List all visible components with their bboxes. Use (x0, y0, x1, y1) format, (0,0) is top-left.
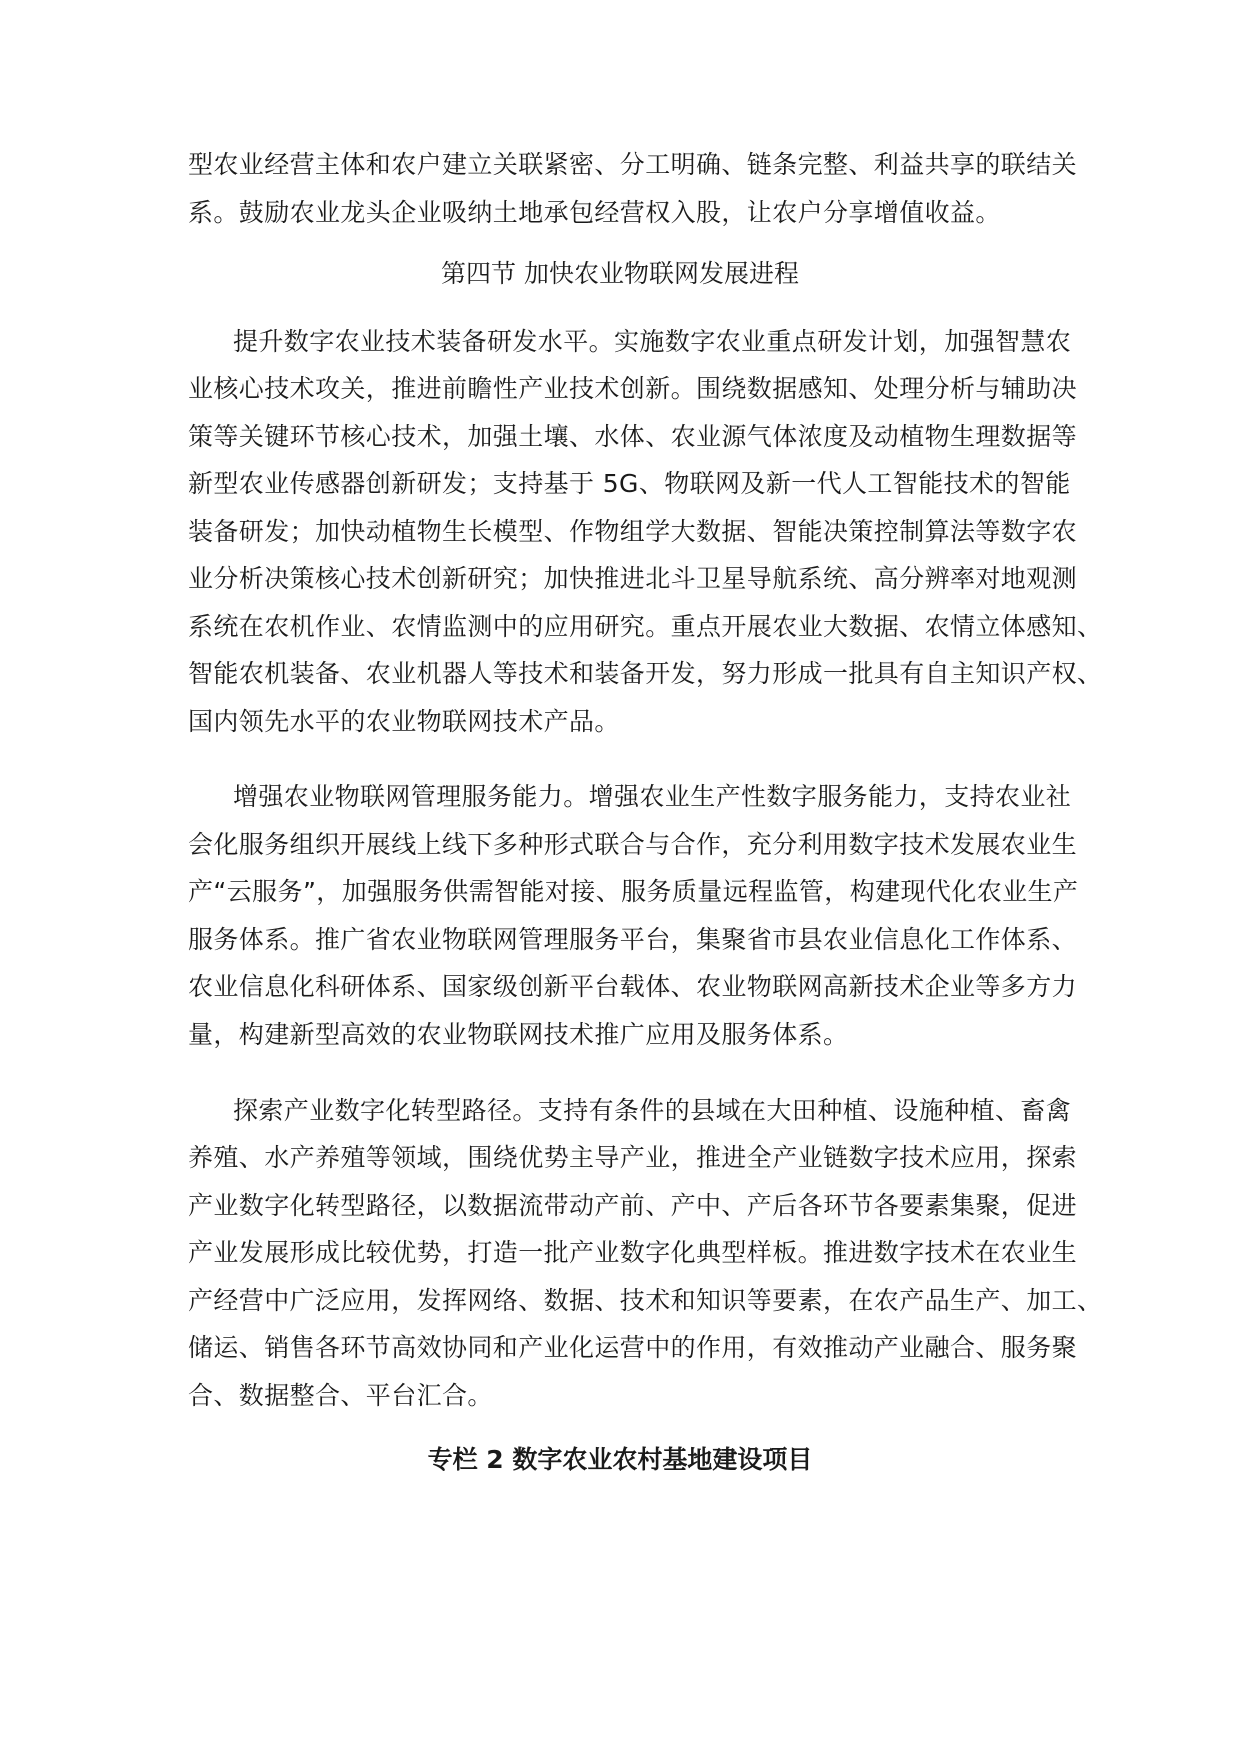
text-line: 会化服务组织开展线上线下多种形式联合与合作，充分利用数字技术发展农业生 (188, 830, 1078, 859)
text-line: 型农业经营主体和农户建立关联紧密、分工明确、链条完整、利益共享的联结关 (188, 150, 1078, 179)
text-line: 探索产业数字化转型路径。支持有条件的县域在大田种植、设施种植、畜禽 (233, 1096, 1072, 1125)
text-line: 业核心技术攻关，推进前瞻性产业技术创新。围绕数据感知、处理分析与辅助决 (188, 374, 1078, 403)
text-line: 产经营中广泛应用，发挥网络、数据、技术和知识等要素，在农产品生产、加工、 (188, 1286, 1103, 1315)
text-line: 量，构建新型高效的农业物联网技术推广应用及服务体系。 (188, 1020, 849, 1049)
text-line: 增强农业物联网管理服务能力。增强农业生产性数字服务能力，支持农业社 (233, 782, 1072, 811)
text-line: 农业信息化科研体系、国家级创新平台载体、农业物联网高新技术企业等多方力 (188, 972, 1078, 1001)
column-heading: 专栏 2 数字农业农村基地建设项目 (427, 1445, 813, 1474)
text-line: 业分析决策核心技术创新研究；加快推进北斗卫星导航系统、高分辨率对地观测 (188, 564, 1078, 593)
text-line: 系。鼓励农业龙头企业吸纳土地承包经营权入股，让农户分享增值收益。 (188, 198, 1001, 227)
text-line: 合、数据整合、平台汇合。 (188, 1381, 493, 1410)
text-line: 服务体系。推广省农业物联网管理服务平台，集聚省市县农业信息化工作体系、 (188, 925, 1078, 954)
text-line: 养殖、水产养殖等领域，围绕优势主导产业，推进全产业链数字技术应用，探索 (188, 1143, 1078, 1172)
text-line: 产业发展形成比较优势，打造一批产业数字化典型样板。推进数字技术在农业生 (188, 1238, 1078, 1267)
section-heading: 第四节 加快农业物联网发展进程 (441, 259, 799, 288)
text-line: 策等关键环节核心技术，加强土壤、水体、农业源气体浓度及动植物生理数据等 (188, 422, 1078, 451)
text-line: 储运、销售各环节高效协同和产业化运营中的作用，有效推动产业融合、服务聚 (188, 1333, 1078, 1362)
text-line: 装备研发；加快动植物生长模型、作物组学大数据、智能决策控制算法等数字农 (188, 517, 1078, 546)
text-line: 产“云服务”，加强服务供需智能对接、服务质量远程监管，构建现代化农业生产 (188, 877, 1079, 906)
text-line: 新型农业传感器创新研发；支持基于 5G、物联网及新一代人工智能技术的智能 (188, 469, 1071, 498)
text-line: 国内领先水平的农业物联网技术产品。 (188, 707, 620, 736)
text-line: 产业数字化转型路径，以数据流带动产前、产中、产后各环节各要素集聚，促进 (188, 1191, 1078, 1220)
text-line: 提升数字农业技术装备研发水平。实施数字农业重点研发计划，加强智慧农 (233, 327, 1072, 356)
text-line: 智能农机装备、农业机器人等技术和装备开发，努力形成一批具有自主知识产权、 (188, 659, 1103, 688)
text-line: 系统在农机作业、农情监测中的应用研究。重点开展农业大数据、农情立体感知、 (188, 612, 1103, 641)
